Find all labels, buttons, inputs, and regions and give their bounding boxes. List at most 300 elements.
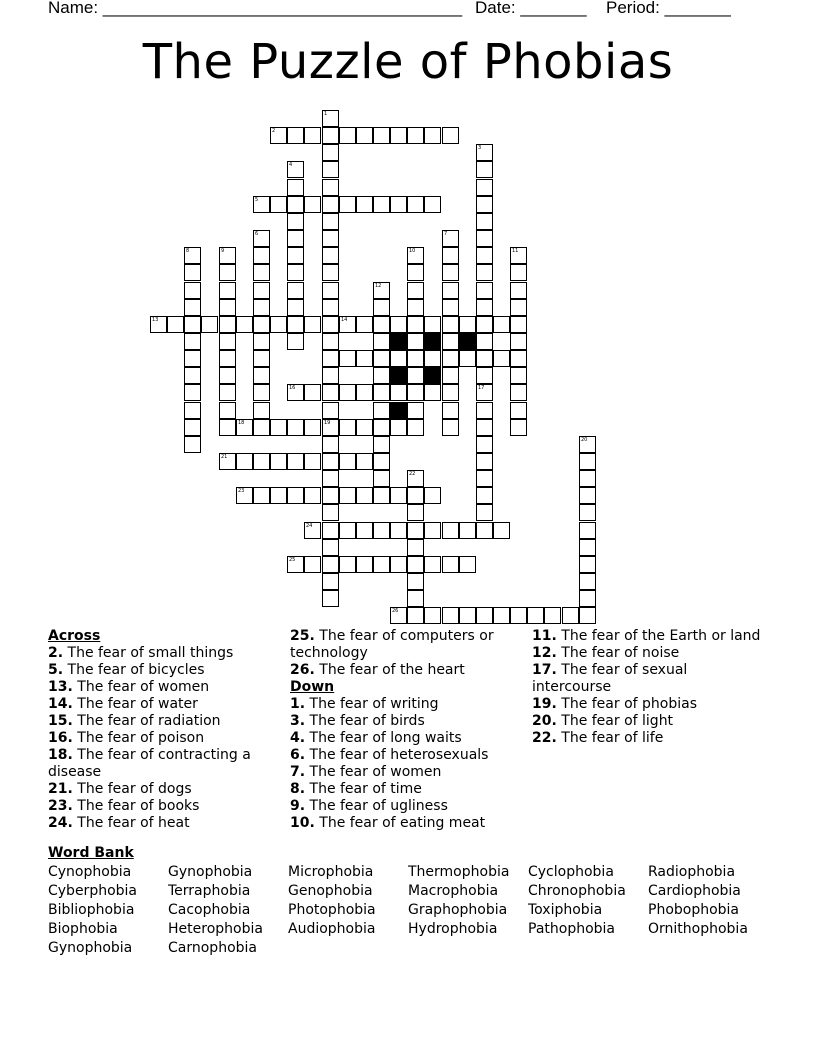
crossword-cell[interactable]	[253, 230, 270, 247]
crossword-cell[interactable]	[459, 556, 476, 573]
clue-text: The fear of life	[556, 730, 664, 746]
crossword-cell[interactable]	[424, 522, 441, 539]
crossword-cell[interactable]	[442, 247, 459, 264]
crossword-cell[interactable]	[219, 384, 236, 401]
crossword-cell[interactable]	[407, 590, 424, 607]
crossword-cell[interactable]	[442, 607, 459, 624]
crossword-cell[interactable]	[287, 316, 304, 333]
down-clue	[532, 628, 762, 645]
crossword-cell[interactable]	[579, 556, 596, 573]
crossword-cell[interactable]	[510, 264, 527, 281]
cell-number: 2	[272, 128, 276, 134]
crossword-cell[interactable]	[390, 487, 407, 504]
crossword-cell[interactable]	[219, 367, 236, 384]
crossword-cell[interactable]	[287, 333, 304, 350]
crossword-cell[interactable]	[493, 607, 510, 624]
crossword-cell[interactable]	[253, 299, 270, 316]
crossword-cell[interactable]	[322, 539, 339, 556]
word-bank-entry: Thermophobia	[408, 864, 510, 880]
crossword-cell[interactable]	[322, 504, 339, 521]
crossword-cell[interactable]	[407, 556, 424, 573]
crossword-cell[interactable]	[407, 522, 424, 539]
crossword-cell[interactable]	[476, 522, 493, 539]
crossword-cell[interactable]	[322, 590, 339, 607]
crossword-cell[interactable]	[407, 127, 424, 144]
crossword-cell[interactable]	[339, 384, 356, 401]
clue-number: 6.	[290, 747, 306, 763]
crossword-cell[interactable]	[407, 419, 424, 436]
crossword-cell[interactable]	[356, 522, 373, 539]
crossword-cell[interactable]	[356, 127, 373, 144]
crossword-cell[interactable]	[253, 247, 270, 264]
crossword-cell[interactable]	[442, 299, 459, 316]
crossword-cell[interactable]	[579, 504, 596, 521]
crossword-cell[interactable]	[270, 196, 287, 213]
crossword-cell[interactable]	[459, 316, 476, 333]
crossword-cell[interactable]	[442, 316, 459, 333]
crossword-cell[interactable]	[339, 316, 356, 333]
crossword-cell[interactable]	[339, 487, 356, 504]
crossword-cell[interactable]	[493, 522, 510, 539]
cell-number: 4	[289, 162, 293, 168]
crossword-cell[interactable]	[287, 179, 304, 196]
crossword-cell[interactable]	[304, 316, 321, 333]
crossword-cell[interactable]	[219, 316, 236, 333]
crossword-cell[interactable]	[476, 470, 493, 487]
crossword-cell[interactable]	[322, 367, 339, 384]
crossword-cell[interactable]	[442, 333, 459, 350]
crossword-cell[interactable]	[219, 333, 236, 350]
crossword-cell[interactable]	[356, 487, 373, 504]
crossword-cell[interactable]	[184, 419, 201, 436]
crossword-cell[interactable]	[339, 522, 356, 539]
crossword-cell[interactable]	[287, 230, 304, 247]
crossword-cell[interactable]	[373, 196, 390, 213]
crossword-cell[interactable]	[373, 436, 390, 453]
cell-number: 8	[186, 248, 190, 254]
crossword-cell[interactable]	[322, 522, 339, 539]
crossword-cell[interactable]	[510, 316, 527, 333]
crossword-cell[interactable]	[150, 316, 167, 333]
crossword-cell[interactable]	[424, 556, 441, 573]
crossword-cell[interactable]	[373, 453, 390, 470]
crossword-cell[interactable]	[322, 556, 339, 573]
crossword-cell[interactable]	[322, 264, 339, 281]
crossword-cell[interactable]	[253, 333, 270, 350]
crossword-cell[interactable]	[579, 522, 596, 539]
crossword-cell[interactable]	[562, 607, 579, 624]
crossword-cell[interactable]	[253, 487, 270, 504]
crossword-cell[interactable]	[459, 522, 476, 539]
crossword-cell[interactable]	[322, 487, 339, 504]
crossword-cell[interactable]	[253, 367, 270, 384]
crossword-cell[interactable]	[322, 282, 339, 299]
crossword-cell[interactable]	[184, 264, 201, 281]
crossword-cell[interactable]	[442, 230, 459, 247]
crossword-cell[interactable]	[476, 282, 493, 299]
crossword-cell[interactable]	[407, 282, 424, 299]
crossword-cell[interactable]	[476, 487, 493, 504]
crossword-cell[interactable]	[287, 264, 304, 281]
crossword-cell[interactable]	[373, 316, 390, 333]
crossword-cell[interactable]	[184, 333, 201, 350]
cell-number: 17	[478, 385, 485, 391]
crossword-cell[interactable]	[373, 299, 390, 316]
clue-number: 14.	[48, 696, 73, 712]
crossword-cell[interactable]	[510, 367, 527, 384]
word-bank-entry: Biophobia	[48, 921, 118, 937]
crossword-cell[interactable]	[373, 487, 390, 504]
across-clue	[48, 781, 278, 798]
crossword-cell[interactable]	[184, 436, 201, 453]
crossword-cell[interactable]	[253, 419, 270, 436]
crossword-cell[interactable]	[322, 384, 339, 401]
across-clue	[290, 628, 520, 662]
crossword-cell[interactable]	[442, 264, 459, 281]
crossword-cell[interactable]	[270, 316, 287, 333]
crossword-cell[interactable]	[304, 384, 321, 401]
crossword-cell[interactable]	[184, 247, 201, 264]
crossword-cell[interactable]	[476, 607, 493, 624]
crossword-cell[interactable]	[201, 316, 218, 333]
crossword-cell[interactable]	[476, 299, 493, 316]
crossword-cell[interactable]	[493, 316, 510, 333]
crossword-cell[interactable]	[356, 419, 373, 436]
crossword-cell[interactable]	[407, 539, 424, 556]
crossword-cell[interactable]	[184, 282, 201, 299]
crossword-cell[interactable]	[322, 127, 339, 144]
word-bank-entry: Gynophobia	[48, 940, 133, 956]
crossword-cell[interactable]	[510, 282, 527, 299]
crossword-cell[interactable]	[373, 402, 390, 419]
clue-text: The fear of ugliness	[305, 798, 448, 814]
crossword-cell[interactable]	[270, 487, 287, 504]
crossword-cell[interactable]	[424, 607, 441, 624]
crossword-cell[interactable]	[322, 230, 339, 247]
crossword-cell[interactable]	[356, 384, 373, 401]
crossword-cell[interactable]	[167, 316, 184, 333]
crossword-cell[interactable]	[304, 522, 321, 539]
cell-number: 9	[221, 248, 225, 254]
crossword-cell[interactable]	[442, 402, 459, 419]
crossword-cell[interactable]	[476, 453, 493, 470]
crossword-cell[interactable]	[184, 384, 201, 401]
crossword-cell[interactable]	[304, 196, 321, 213]
across-clue	[48, 662, 278, 679]
crossword-cell[interactable]	[219, 419, 236, 436]
crossword-cell[interactable]	[442, 350, 459, 367]
word-bank-entry: Cyclophobia	[528, 864, 614, 880]
crossword-cell[interactable]	[339, 453, 356, 470]
crossword-cell[interactable]	[287, 282, 304, 299]
crossword-cell[interactable]	[442, 419, 459, 436]
crossword-cell[interactable]	[476, 402, 493, 419]
crossword-cell[interactable]	[476, 504, 493, 521]
crossword-cell[interactable]	[476, 419, 493, 436]
crossword-cell[interactable]	[407, 487, 424, 504]
word-bank-entry: Chronophobia	[528, 883, 626, 899]
crossword-cell[interactable]	[339, 419, 356, 436]
cell-number: 23	[238, 488, 245, 494]
crossword-cell[interactable]	[287, 487, 304, 504]
down-clue	[290, 730, 520, 747]
crossword-cell[interactable]	[390, 607, 407, 624]
crossword-cell[interactable]	[219, 264, 236, 281]
crossword-cell[interactable]	[527, 607, 544, 624]
crossword-cell[interactable]	[476, 247, 493, 264]
crossword-cell[interactable]	[390, 419, 407, 436]
crossword-cell[interactable]	[184, 402, 201, 419]
crossword-cell[interactable]	[510, 247, 527, 264]
crossword-cell[interactable]	[270, 453, 287, 470]
crossword-cell[interactable]	[304, 556, 321, 573]
crossword-cell[interactable]	[459, 607, 476, 624]
crossword-cell[interactable]	[322, 350, 339, 367]
crossword-cell[interactable]	[356, 350, 373, 367]
crossword-cell[interactable]	[322, 213, 339, 230]
crossword-cell[interactable]	[287, 384, 304, 401]
crossword-cell[interactable]	[407, 573, 424, 590]
crossword-cell[interactable]	[356, 556, 373, 573]
crossword-cell[interactable]	[579, 539, 596, 556]
crossword-cell[interactable]	[253, 402, 270, 419]
crossword-cell[interactable]	[322, 436, 339, 453]
crossword-cell[interactable]	[356, 316, 373, 333]
crossword-cell[interactable]	[390, 556, 407, 573]
crossword-cell[interactable]	[373, 367, 390, 384]
crossword-cell[interactable]	[442, 556, 459, 573]
crossword-cell[interactable]	[253, 282, 270, 299]
crossword-cell[interactable]	[322, 196, 339, 213]
crossword-cell[interactable]	[476, 316, 493, 333]
crossword-cell[interactable]	[219, 402, 236, 419]
clue-text: The fear of contracting a disease	[48, 747, 251, 780]
crossword-cell[interactable]	[407, 350, 424, 367]
crossword-cell[interactable]	[476, 144, 493, 161]
crossword-cell[interactable]	[373, 470, 390, 487]
crossword-cell[interactable]	[373, 556, 390, 573]
black-square	[424, 367, 441, 384]
cell-number: 3	[478, 145, 482, 151]
crossword-cell[interactable]	[424, 384, 441, 401]
cell-number: 25	[289, 557, 296, 563]
crossword-cell[interactable]	[390, 384, 407, 401]
crossword-cell[interactable]	[339, 556, 356, 573]
crossword-cell[interactable]	[424, 487, 441, 504]
crossword-cell[interactable]	[493, 350, 510, 367]
crossword-cell[interactable]	[253, 264, 270, 281]
crossword-cell[interactable]	[184, 299, 201, 316]
crossword-cell[interactable]	[304, 419, 321, 436]
crossword-cell[interactable]	[253, 196, 270, 213]
crossword-cell[interactable]	[287, 161, 304, 178]
crossword-cell[interactable]	[510, 607, 527, 624]
crossword-cell[interactable]	[407, 333, 424, 350]
crossword-cell[interactable]	[476, 350, 493, 367]
crossword-cell[interactable]	[270, 127, 287, 144]
crossword-cell[interactable]	[407, 367, 424, 384]
crossword-cell[interactable]	[407, 299, 424, 316]
crossword-cell[interactable]	[390, 316, 407, 333]
crossword-cell[interactable]	[339, 350, 356, 367]
crossword-cell[interactable]	[219, 453, 236, 470]
crossword-cell[interactable]	[510, 419, 527, 436]
crossword-cell[interactable]	[322, 316, 339, 333]
crossword-cell[interactable]	[373, 333, 390, 350]
crossword-cell[interactable]	[510, 350, 527, 367]
crossword-cell[interactable]	[287, 556, 304, 573]
crossword-cell[interactable]	[407, 607, 424, 624]
crossword-cell[interactable]	[322, 179, 339, 196]
crossword-cell[interactable]	[476, 213, 493, 230]
crossword-cell[interactable]	[236, 487, 253, 504]
crossword-cell[interactable]	[356, 453, 373, 470]
crossword-cell[interactable]	[476, 196, 493, 213]
crossword-cell[interactable]	[253, 350, 270, 367]
crossword-cell[interactable]	[322, 110, 339, 127]
crossword-cell[interactable]	[442, 127, 459, 144]
crossword-cell[interactable]	[322, 402, 339, 419]
crossword-cell[interactable]	[424, 196, 441, 213]
crossword-cell[interactable]	[322, 419, 339, 436]
crossword-cell[interactable]	[373, 522, 390, 539]
crossword-cell[interactable]	[579, 573, 596, 590]
crossword-cell[interactable]	[424, 127, 441, 144]
date-field[interactable]: Date: _______	[475, 0, 587, 17]
crossword-cell[interactable]	[287, 127, 304, 144]
crossword-cell[interactable]	[339, 127, 356, 144]
crossword-cell[interactable]	[424, 350, 441, 367]
crossword-cell[interactable]	[579, 453, 596, 470]
crossword-cell[interactable]	[407, 384, 424, 401]
cell-number: 7	[444, 231, 448, 237]
crossword-cell[interactable]	[373, 419, 390, 436]
crossword-cell[interactable]	[476, 333, 493, 350]
crossword-cell[interactable]	[253, 384, 270, 401]
crossword-cell[interactable]	[322, 573, 339, 590]
crossword-cell[interactable]	[184, 350, 201, 367]
crossword-cell[interactable]	[219, 247, 236, 264]
crossword-cell[interactable]	[287, 213, 304, 230]
crossword-cell[interactable]	[287, 299, 304, 316]
crossword-cell[interactable]	[373, 282, 390, 299]
crossword-cell[interactable]	[356, 196, 373, 213]
crossword-cell[interactable]	[373, 350, 390, 367]
crossword-cell[interactable]	[253, 316, 270, 333]
crossword-cell[interactable]	[339, 196, 356, 213]
word-bank-entry: Terraphobia	[168, 883, 251, 899]
crossword-cell[interactable]	[287, 453, 304, 470]
word-bank	[48, 845, 768, 957]
crossword-cell[interactable]	[407, 316, 424, 333]
crossword-cell[interactable]	[390, 350, 407, 367]
crossword-cell[interactable]	[219, 299, 236, 316]
crossword-cell[interactable]	[510, 384, 527, 401]
crossword-cell[interactable]	[322, 470, 339, 487]
period-field[interactable]: Period: _______	[606, 0, 731, 17]
across-clue-list	[48, 645, 278, 832]
crossword-cell[interactable]	[184, 316, 201, 333]
crossword-cell[interactable]	[476, 367, 493, 384]
crossword-cell[interactable]	[579, 590, 596, 607]
crossword-cell[interactable]	[390, 196, 407, 213]
crossword-cell[interactable]	[304, 487, 321, 504]
clue-number: 3.	[290, 713, 306, 729]
crossword-cell[interactable]	[322, 299, 339, 316]
cell-number: 12	[375, 283, 382, 289]
crossword-cell[interactable]	[304, 453, 321, 470]
word-bank-entry: Ornithophobia	[648, 921, 748, 937]
crossword-cell[interactable]	[270, 419, 287, 436]
word-bank-list	[48, 863, 768, 957]
crossword-cell[interactable]	[390, 522, 407, 539]
crossword-cell[interactable]	[287, 247, 304, 264]
cell-number: 11	[512, 248, 519, 254]
crossword-cell[interactable]	[236, 316, 253, 333]
puzzle-title: The Puzzle of Phobias	[142, 34, 674, 90]
clue-number: 7.	[290, 764, 306, 780]
crossword-cell[interactable]	[322, 161, 339, 178]
crossword-cell[interactable]	[407, 470, 424, 487]
crossword-cell[interactable]	[219, 350, 236, 367]
crossword-cell[interactable]	[544, 607, 561, 624]
crossword-cell[interactable]	[579, 436, 596, 453]
cell-number: 18	[238, 420, 245, 426]
crossword-cell[interactable]	[579, 487, 596, 504]
crossword-cell[interactable]	[407, 196, 424, 213]
crossword-cell[interactable]	[476, 179, 493, 196]
crossword-cell[interactable]	[579, 470, 596, 487]
crossword-cell[interactable]	[442, 522, 459, 539]
crossword-cell[interactable]	[442, 367, 459, 384]
crossword-cell[interactable]	[322, 247, 339, 264]
crossword-cell[interactable]	[219, 282, 236, 299]
crossword-cell[interactable]	[476, 161, 493, 178]
crossword-cell[interactable]	[287, 419, 304, 436]
down-clue	[532, 713, 762, 730]
crossword-cell[interactable]	[322, 333, 339, 350]
crossword-cell[interactable]	[476, 264, 493, 281]
crossword-cell[interactable]	[510, 333, 527, 350]
crossword-cell[interactable]	[442, 384, 459, 401]
crossword-cell[interactable]	[373, 384, 390, 401]
crossword-cell[interactable]	[287, 196, 304, 213]
crossword-cell[interactable]	[510, 402, 527, 419]
crossword-cell[interactable]	[184, 367, 201, 384]
crossword-cell[interactable]	[476, 436, 493, 453]
crossword-cell[interactable]	[407, 264, 424, 281]
crossword-cell[interactable]	[510, 299, 527, 316]
name-field[interactable]: Name: ______________________________________	[48, 0, 463, 17]
crossword-cell[interactable]	[476, 230, 493, 247]
crossword-cell[interactable]	[304, 127, 321, 144]
crossword-cell[interactable]	[424, 316, 441, 333]
crossword-cell[interactable]	[373, 127, 390, 144]
crossword-cell[interactable]	[322, 144, 339, 161]
crossword-cell[interactable]	[442, 282, 459, 299]
crossword-cell[interactable]	[407, 504, 424, 521]
crossword-cell[interactable]	[459, 350, 476, 367]
crossword-cell[interactable]	[253, 453, 270, 470]
crossword-cell[interactable]	[579, 607, 596, 624]
crossword-cell[interactable]	[407, 402, 424, 419]
crossword-cell[interactable]	[322, 453, 339, 470]
crossword-cell[interactable]	[236, 453, 253, 470]
crossword-cell[interactable]	[390, 127, 407, 144]
crossword-cell[interactable]	[236, 419, 253, 436]
crossword-cell[interactable]	[407, 247, 424, 264]
crossword-cell[interactable]	[476, 384, 493, 401]
